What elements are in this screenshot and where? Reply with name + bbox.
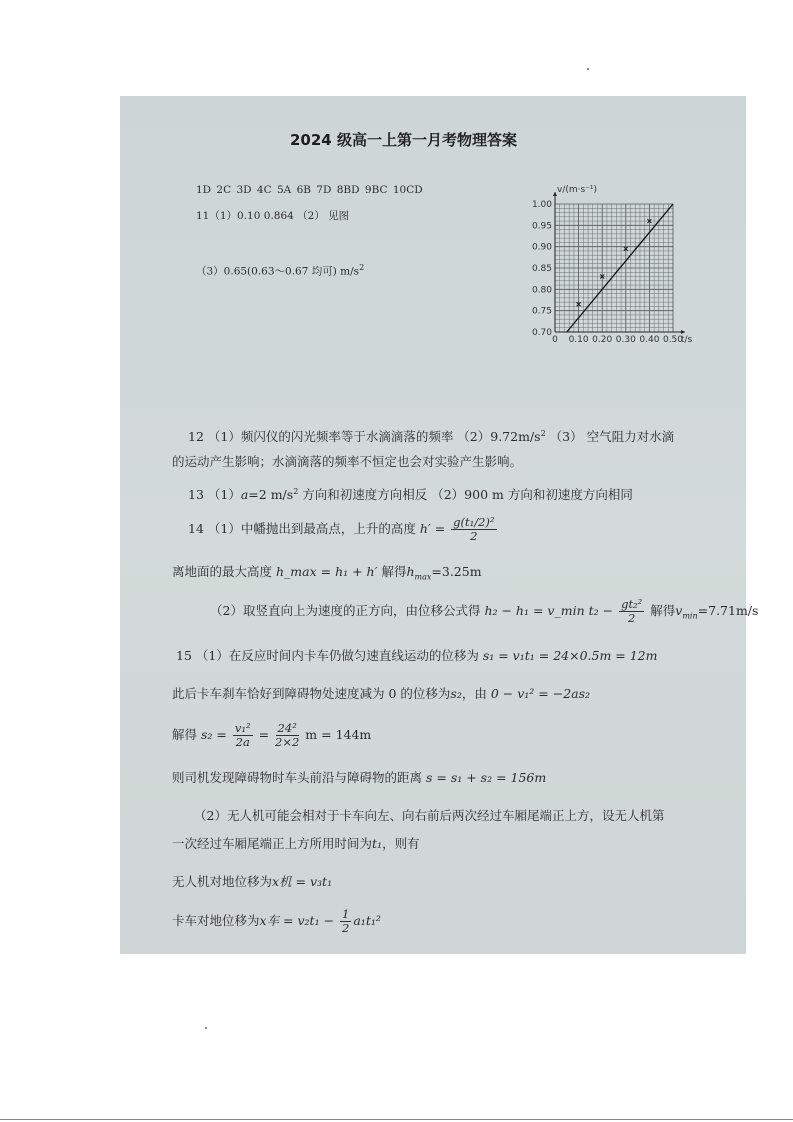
x-tick-label: 0.20: [592, 335, 613, 345]
q14-line2-b: 解得: [381, 564, 407, 579]
q14-line3-a: （2）取竖直向上为速度的正方向，由位移公式得: [210, 603, 481, 618]
q15-line8-formula: x车 = v₂t₁ −: [259, 913, 335, 928]
y-tick-label: 1.00: [531, 200, 552, 210]
q11-line2-text: （3）0.65(0.63～0.67 均可) m/s: [196, 265, 360, 278]
q15-line6: [172, 836, 420, 852]
q15-line6-a: 一次经过车厢尾端正上方所用时间为: [172, 836, 373, 851]
q15-line3-f1-num: v₁²: [234, 721, 251, 735]
y-tick-label: 0.80: [531, 285, 552, 296]
q15-line5: （2）无人机可能会相对于卡车向左、向右前后两次经过车厢尾端正上方，设无人机第: [194, 808, 665, 823]
q15-line3-a: 解得: [172, 727, 198, 742]
q14-hmax-symbol: $h_{max}$: [406, 564, 432, 582]
y-tick-label: 0.95: [531, 221, 552, 232]
q15-line3-fraction-2: [275, 722, 299, 749]
q11-line1: 11（1）0.10 0.864 （2） 见图: [196, 210, 350, 222]
q14-line3-c: =7.71m/s: [697, 603, 759, 618]
q14-line3-formula: h₂ − h₁ = v_min t₂ −: [484, 603, 614, 618]
x-tick-label: 0.40: [639, 335, 660, 345]
q14-line2-a: 离地面的最大高度: [172, 564, 273, 579]
q15-line7-a: 无人机对地位移为: [172, 874, 273, 889]
q13-a-symbol: a: [240, 487, 249, 503]
q15-line8: [172, 908, 381, 935]
q14-line3-fraction: [619, 598, 644, 625]
q15-line2-s2: s₂: [450, 686, 462, 701]
q15-line6-b: ，则有: [382, 836, 420, 851]
q14-line2-formula: h_max = h₁ + h′: [276, 564, 378, 579]
y-tick-label: 0.70: [531, 328, 552, 338]
q15-line1-a: 15 （1）在反应时间内卡车仍做匀速直线运动的位移为: [176, 648, 479, 663]
q13-unit-exp: 2: [293, 487, 299, 496]
x-axis-label: t/s: [681, 335, 693, 345]
q14-h-prime: h′ =: [419, 521, 446, 536]
q15-line2-b: ，由: [461, 686, 487, 701]
q15-line4-a: 则司机发现障碍物时车头前沿与障碍物的距离: [172, 770, 423, 785]
q15-line3-f2-num: 24²: [277, 721, 297, 735]
q14-frac-num: g(t₁/2)²: [453, 515, 495, 529]
q14-line1: [188, 516, 499, 543]
answer-sheet-photo: [120, 96, 759, 954]
q15-line8-end: a₁t₁²: [353, 913, 381, 928]
q15-line3-equals: =: [258, 727, 270, 742]
x-tick-label: 0.50: [662, 335, 684, 345]
q15-line4: [172, 770, 546, 786]
x-tick-label: 0: [552, 335, 558, 345]
q14-line2: [172, 564, 482, 586]
multiple-choice-answers: 1D 2C 3D 4C 5A 6B 7D 8BD 9BC 10CD: [196, 184, 423, 196]
q14-height-fraction: [451, 516, 496, 543]
q15-line2-formula: 0 − v₁² = −2as₂: [490, 686, 591, 701]
speck-top: [587, 68, 589, 70]
q14-line3-frac-num: gt₂²: [621, 597, 643, 611]
speck-bottom: [205, 1027, 207, 1029]
q15-line4-formula: s = s₁ + s₂ = 156m: [426, 770, 547, 785]
y-tick-label: 0.75: [531, 306, 552, 317]
q12-line2: 的运动产生影响；水滴滴落的频率不恒定也会对实验产生影响。: [172, 454, 523, 469]
q15-line7: [172, 874, 332, 890]
q12-unit-exp: 2: [540, 429, 546, 438]
q13-prefix: 13 （1）: [188, 487, 241, 503]
q15-line2-a: 此后卡车刹车恰好到障碍物处速度减为 0 的位移为: [172, 686, 451, 701]
q12-line1-a: 12 （1）频闪仪的闪光频率等于水滴滴落的频率 （2）9.72m/s: [188, 429, 541, 445]
q11-unit-exp: 2: [359, 263, 365, 272]
page-title: 2024 级高一上第一月考物理答案: [290, 131, 517, 149]
x-axis-arrow: [681, 330, 685, 334]
q15-line1-formula: s₁ = v₁t₁ = 24×0.5m = 12m: [482, 648, 658, 663]
q15-line3-fraction-1: [233, 722, 253, 749]
q15-line8-frac-num: 1: [342, 907, 350, 921]
q15-line8-a: 卡车对地位移为: [172, 913, 260, 928]
q15-line1: [176, 648, 658, 664]
q15-line3-f1-den: 2a: [235, 735, 250, 749]
page-bottom-rule: [0, 1119, 793, 1120]
q15-line3-s2: s₂ =: [201, 727, 227, 742]
q14-line3-b: 解得: [650, 603, 676, 618]
q12-line1-b: （3） 空气阻力对水滴: [545, 429, 675, 445]
q13-rest-b: 方向和初速度方向相反 （2）900 m 方向和初速度方向相同: [298, 487, 633, 503]
q15-line3-end: m = 144m: [305, 727, 372, 742]
q14-vmin-symbol: $v_{min}$: [675, 603, 698, 621]
q15-line3-f2-den: 2×2: [275, 735, 300, 749]
q14-line1-text: 14 （1）中幡抛出到最高点，上升的高度: [188, 521, 416, 536]
q15-line6-t1: t₁: [372, 836, 383, 851]
y-tick-label: 0.90: [531, 242, 552, 253]
q15-line7-formula: x机 = v₃t₁: [272, 874, 333, 889]
y-axis-label: v/(m·s⁻¹): [557, 185, 598, 195]
q15-line3: [172, 722, 371, 749]
q14-line3-frac-den: 2: [628, 611, 636, 625]
x-tick-label: 0.30: [615, 335, 636, 345]
velocity-time-graph: [525, 184, 715, 352]
q12-line1: [188, 426, 674, 445]
x-tick-label: 0.10: [568, 335, 589, 345]
q13-rest-a: =2 m/s: [248, 487, 294, 503]
q13-line: [188, 484, 633, 503]
y-tick-label: 0.85: [531, 264, 552, 274]
q15-line2: [172, 686, 590, 702]
q14-frac-den: 2: [470, 529, 478, 543]
q14-line3: [210, 598, 758, 625]
q15-line8-frac-den: 2: [342, 921, 350, 935]
q11-line2: [196, 260, 364, 280]
q15-line8-fraction: [340, 908, 351, 935]
q14-line2-c: =3.25m: [431, 564, 482, 579]
graph-grid: [555, 204, 673, 332]
